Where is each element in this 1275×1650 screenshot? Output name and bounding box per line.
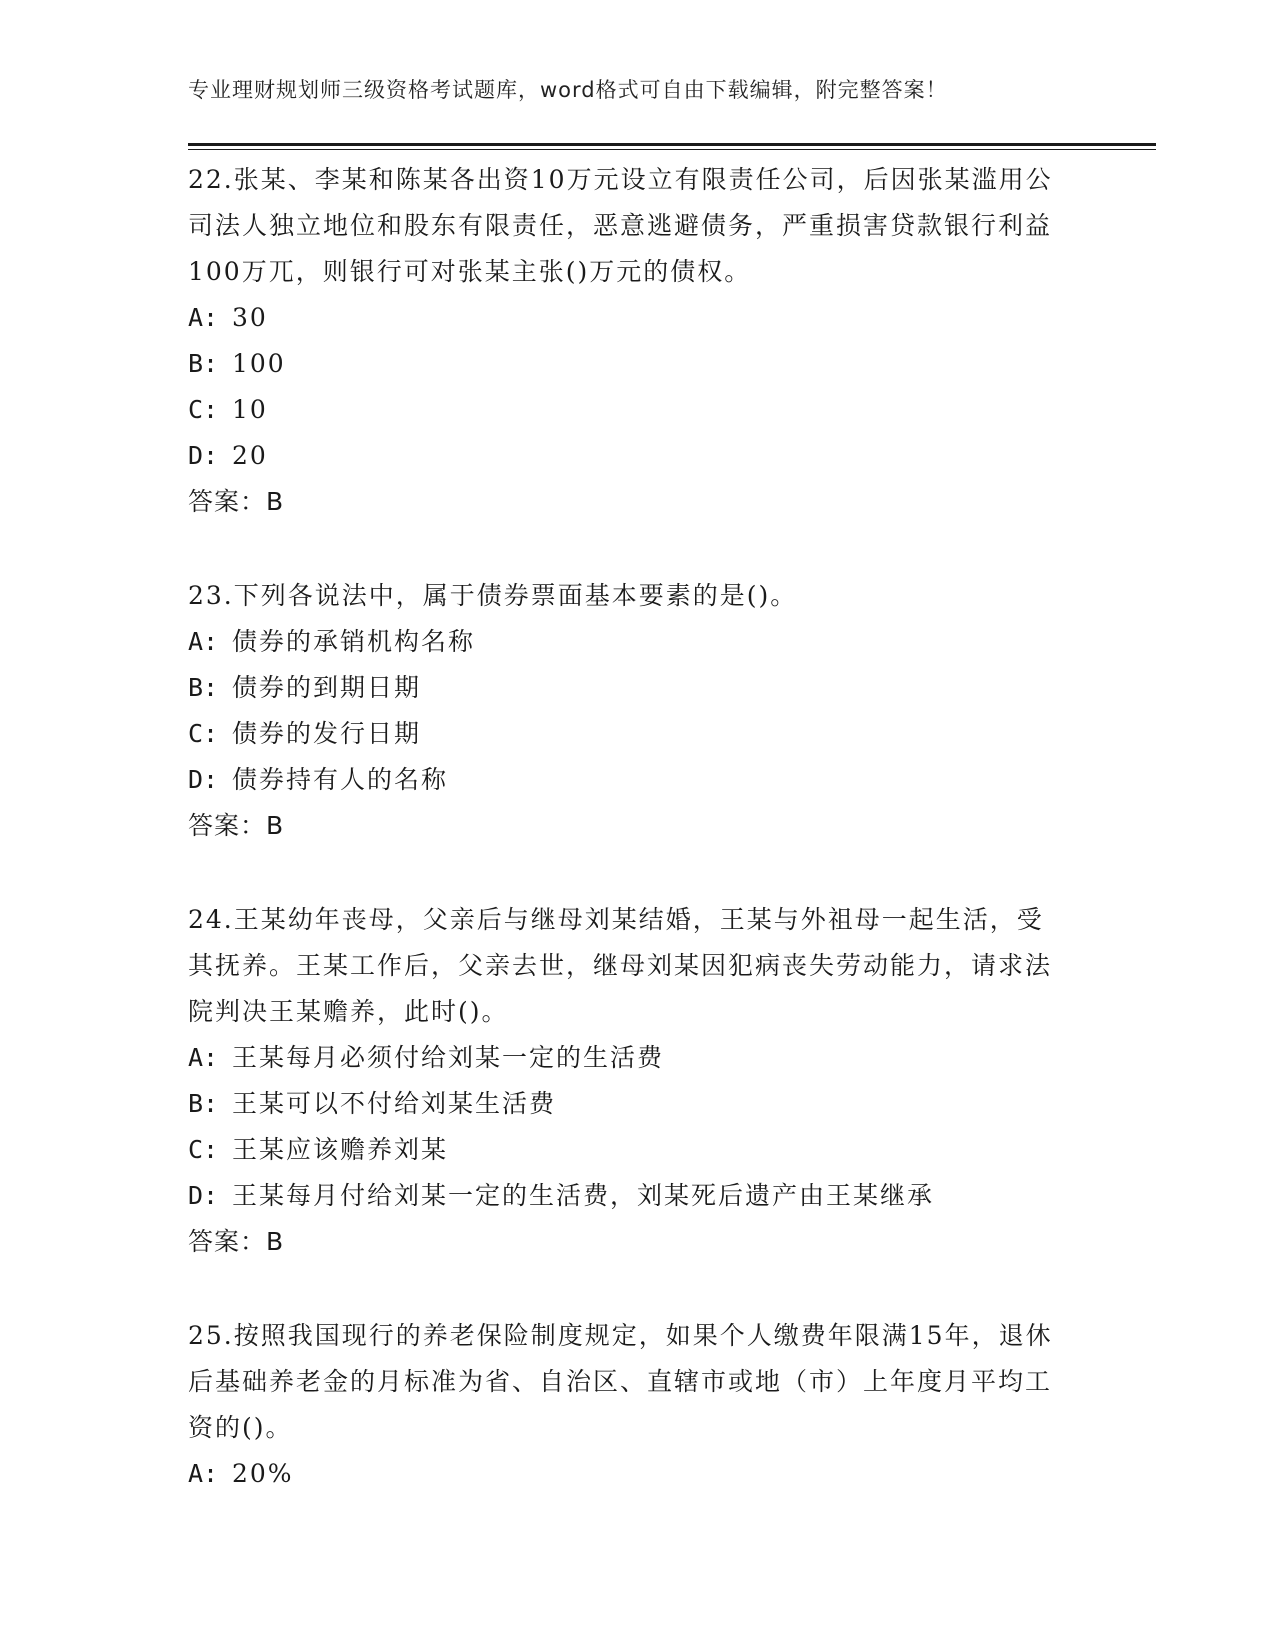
option-a [188, 1451, 1068, 1497]
option-letter: B: [188, 673, 219, 702]
option-text: 王某应该赡养刘某 [232, 1135, 449, 1164]
option-a [188, 295, 1068, 341]
option-d [188, 433, 1068, 479]
option-letter: C: [188, 395, 219, 424]
option-d [188, 757, 1068, 803]
question-24 [188, 897, 1068, 1265]
option-letter: A: [188, 1043, 219, 1072]
option-a [188, 1035, 1068, 1081]
header-divider-thin [188, 149, 1156, 150]
option-text: 30 [232, 303, 268, 332]
option-text: 债券的发行日期 [232, 719, 422, 748]
option-b [188, 341, 1068, 387]
option-letter: D: [188, 1181, 219, 1210]
question-23 [188, 573, 1068, 849]
question-list [188, 157, 1068, 1545]
option-letter: C: [188, 1135, 219, 1164]
page-header: 专业理财规划师三级资格考试题库，word格式可自由下载编辑，附完整答案！ [188, 78, 948, 102]
answer-line: 答案：B [188, 487, 285, 516]
question-25 [188, 1313, 1068, 1497]
option-a [188, 619, 1068, 665]
question-text: 22.张某、李某和陈某各出资10万元设立有限责任公司，后因张某滥用公司法人独立地位和股东有限责任，恶意逃避债务，严重损害贷款银行利益100万兀，则银行可对张某主张()万元的债权。 [188, 165, 1053, 286]
option-text: 债券的承销机构名称 [232, 627, 476, 656]
option-letter: A: [188, 303, 219, 332]
option-text: 王某每月必须付给刘某一定的生活费 [232, 1043, 665, 1072]
option-letter: B: [188, 1089, 219, 1118]
question-text: 24.王某幼年丧母，父亲后与继母刘某结婚，王某与外祖母一起生活，受其抚养。王某工作后，父亲去世，继母刘某因犯病丧失劳动能力，请求法院判决王某赡养，此时()。 [188, 905, 1053, 1026]
option-text: 20 [232, 441, 268, 470]
answer-line: 答案：B [188, 1227, 285, 1256]
option-letter: D: [188, 765, 219, 794]
header-divider-thick [188, 143, 1156, 146]
option-text: 20% [232, 1459, 294, 1488]
option-b [188, 665, 1068, 711]
question-text: 25.按照我国现行的养老保险制度规定，如果个人缴费年限满15年，退休后基础养老金的月标准为省、自治区、直辖市或地（市）上年度月平均工资的()。 [188, 1321, 1053, 1442]
option-letter: C: [188, 719, 219, 748]
option-d [188, 1173, 1068, 1219]
option-b [188, 1081, 1068, 1127]
option-text: 王某每月付给刘某一定的生活费，刘某死后遗产由王某继承 [232, 1181, 935, 1210]
option-c [188, 711, 1068, 757]
question-22 [188, 157, 1068, 525]
option-letter: A: [188, 627, 219, 656]
option-letter: B: [188, 349, 219, 378]
option-text: 债券持有人的名称 [232, 765, 449, 794]
option-letter: D: [188, 441, 219, 470]
option-c [188, 387, 1068, 433]
option-c [188, 1127, 1068, 1173]
option-text: 债券的到期日期 [232, 673, 422, 702]
option-text: 10 [232, 395, 268, 424]
option-text: 100 [232, 349, 286, 378]
option-text: 王某可以不付给刘某生活费 [232, 1089, 557, 1118]
answer-line: 答案：B [188, 811, 285, 840]
question-text: 23.下列各说法中，属于债券票面基本要素的是()。 [188, 581, 798, 610]
option-letter: A: [188, 1459, 219, 1488]
